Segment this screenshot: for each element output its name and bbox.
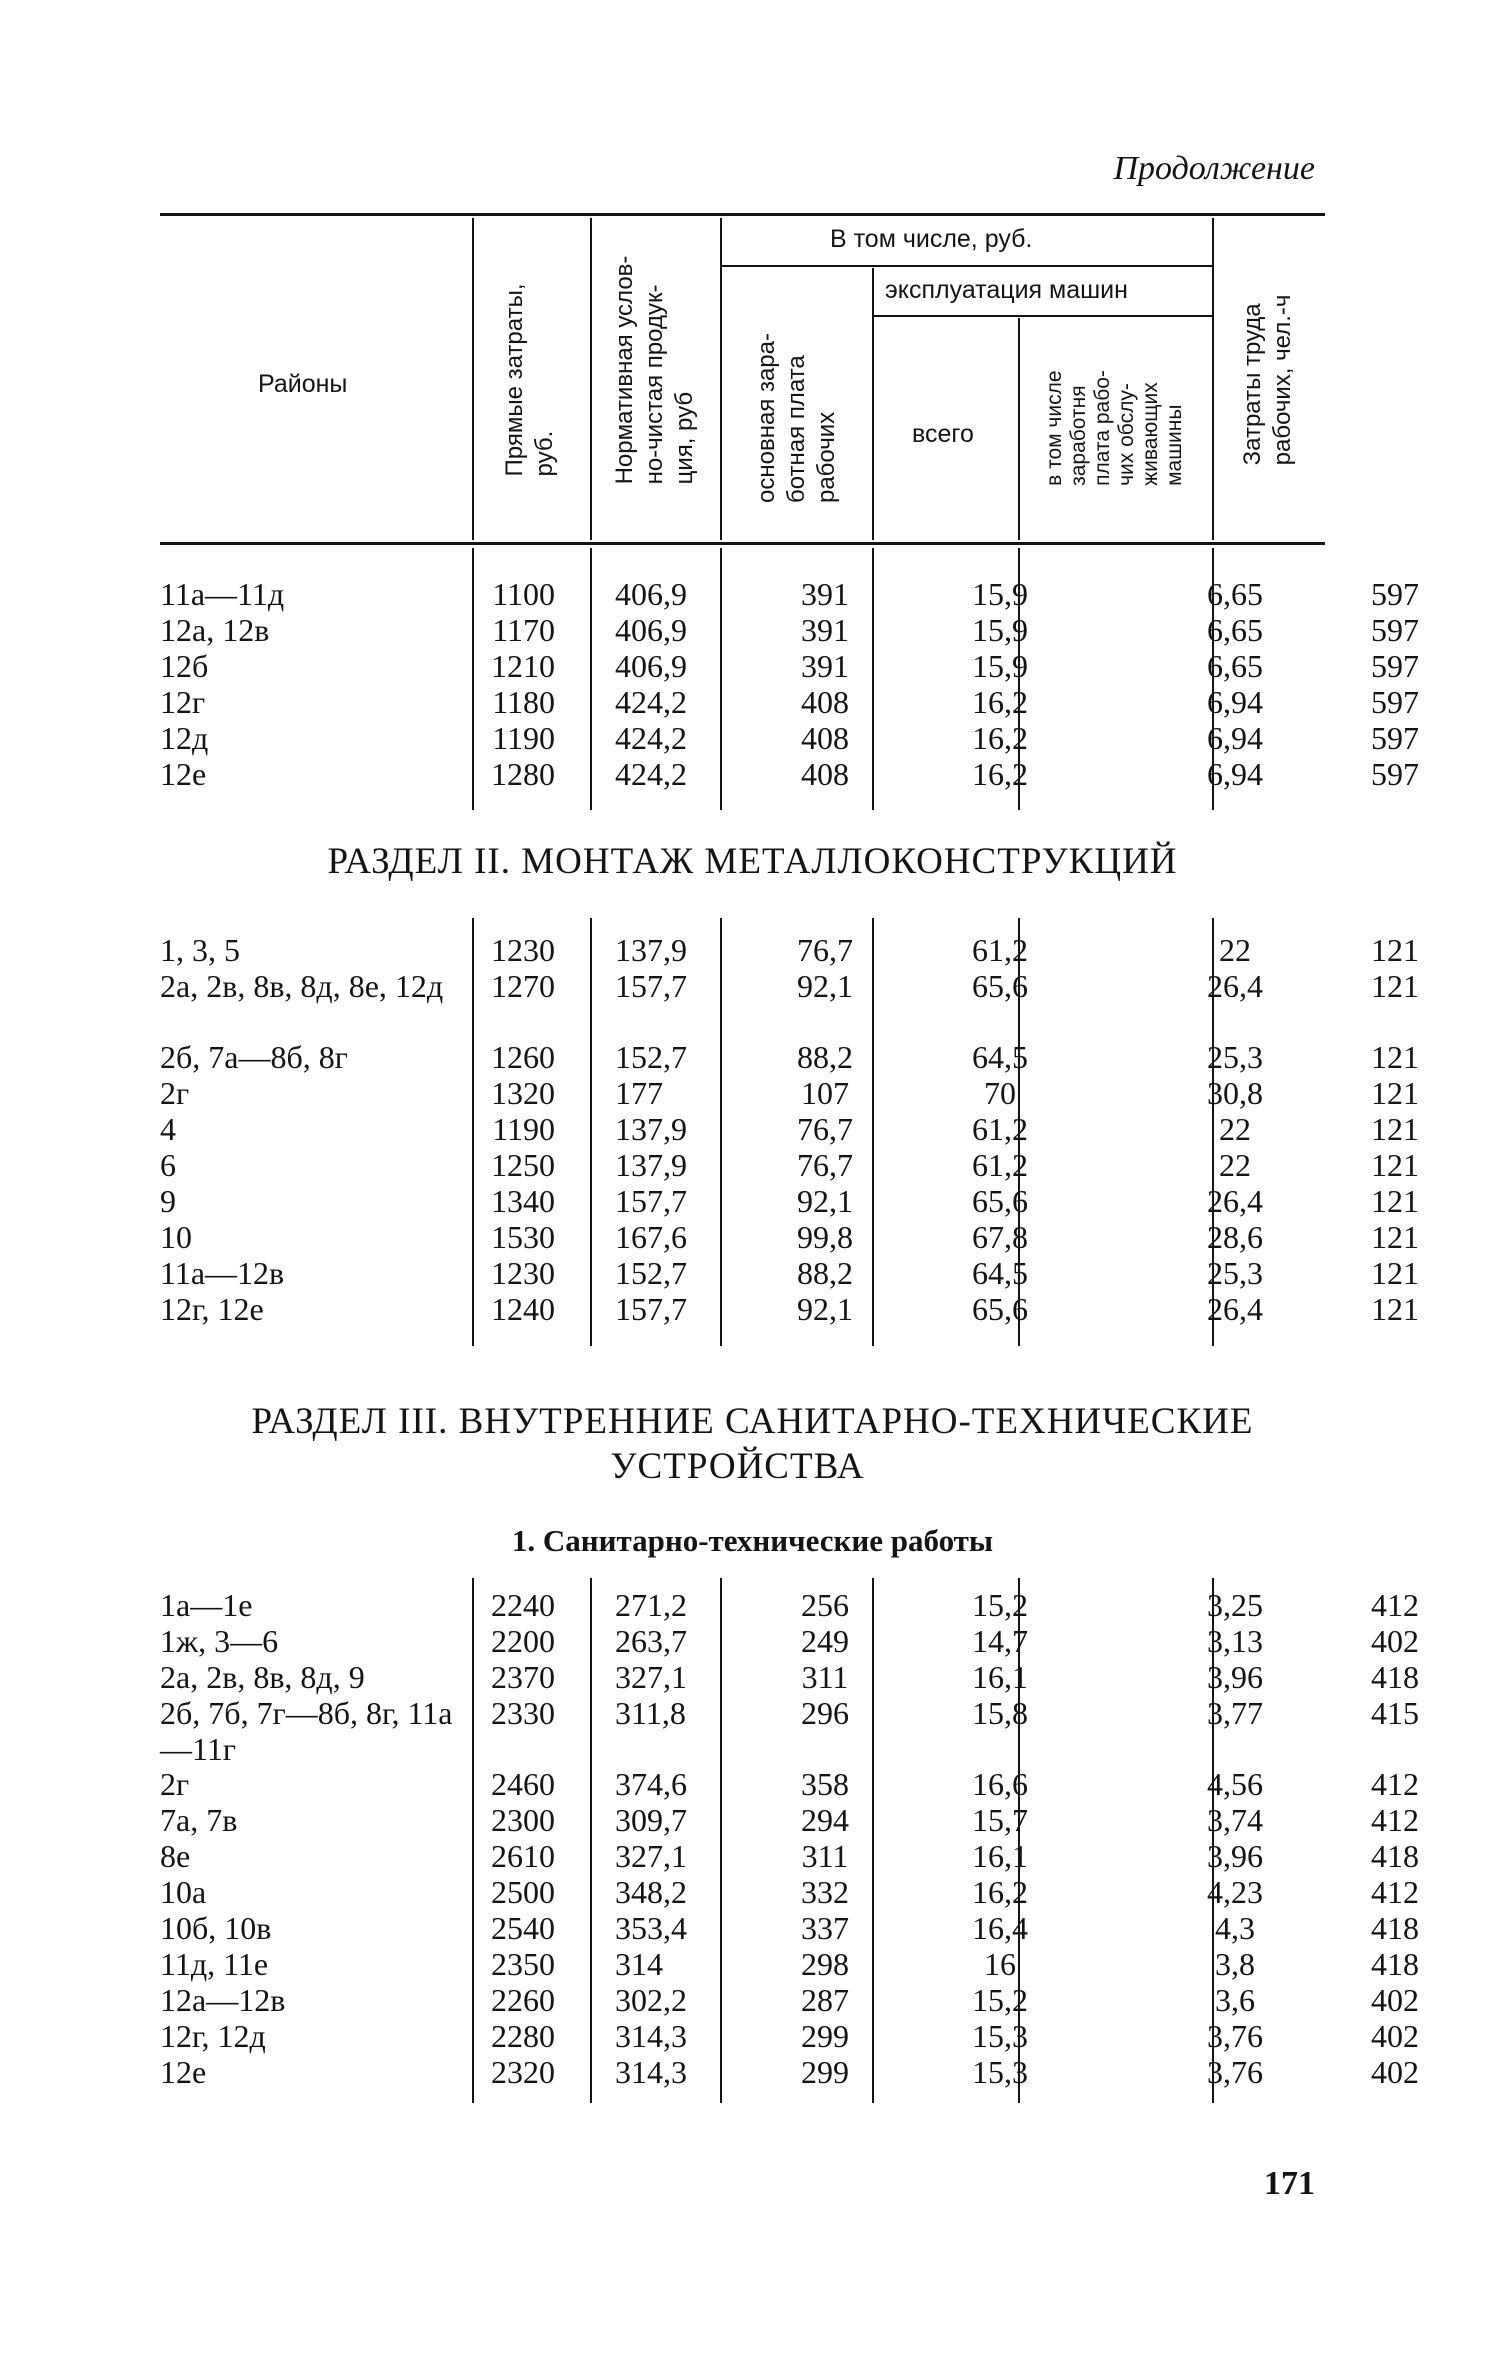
table-row [160, 932, 1419, 968]
header-norm-product: Нормативная услов- но-чистая продук- ция, руб [611, 255, 698, 485]
norm-product-cell: 309,7 [615, 1802, 687, 1838]
machine-wage-cell: 3,74 [1207, 1802, 1263, 1838]
table-row [160, 968, 1419, 1039]
header-base-wage: основная зара- ботная плата рабочих [753, 332, 840, 504]
machine-total-cell: 67,8 [972, 1219, 1028, 1255]
machine-total-cell: 65,6 [972, 1183, 1028, 1219]
region-cell: 11а—12в [160, 1255, 285, 1291]
machine-total-cell: 16,2 [972, 684, 1028, 720]
region-cell: 8е [160, 1838, 191, 1874]
norm-product-cell: 424,2 [615, 684, 687, 720]
machine-wage-cell: 4,3 [1215, 1910, 1255, 1946]
region-cell: 12г, 12д [160, 2018, 266, 2054]
direct-costs-cell: 1190 [492, 720, 555, 756]
base-wage-cell: 332 [801, 1874, 849, 1910]
region-cell: 11а—11д [160, 576, 285, 612]
base-wage-cell: 92,1 [797, 1183, 853, 1219]
machine-wage-cell: 26,4 [1207, 968, 1263, 1004]
direct-costs-cell: 2300 [491, 1802, 555, 1838]
norm-product-cell: 302,2 [615, 1982, 687, 2018]
norm-product-cell: 177 [615, 1075, 663, 1111]
norm-product-cell: 406,9 [615, 612, 687, 648]
norm-product-cell: 157,7 [615, 968, 687, 1004]
machine-total-cell: 16,2 [972, 720, 1028, 756]
table-row [160, 1874, 1419, 1910]
table-row [160, 1910, 1419, 1946]
table-row [160, 1039, 1419, 1075]
region-cell: 11д, 11е [160, 1946, 269, 1982]
base-wage-cell: 299 [801, 2054, 849, 2090]
labor-cell: 597 [1371, 648, 1419, 684]
header-incl: В том числе, руб. [830, 225, 1033, 253]
direct-costs-cell: 2280 [491, 2018, 555, 2054]
table-row [160, 576, 1419, 612]
base-wage-cell: 88,2 [797, 1255, 853, 1291]
header-direct-costs: Прямые затраты, руб. [501, 283, 558, 477]
table-row [160, 1147, 1419, 1183]
labor-cell: 418 [1371, 1910, 1419, 1946]
table-row [160, 2018, 1419, 2054]
machine-total-cell: 65,6 [972, 1291, 1028, 1327]
labor-cell: 597 [1371, 684, 1419, 720]
base-wage-cell: 408 [801, 720, 849, 756]
header-divider [590, 218, 592, 540]
region-cell: 12а, 12в [160, 612, 270, 648]
machine-wage-cell: 3,13 [1207, 1623, 1263, 1659]
direct-costs-cell: 1250 [491, 1147, 555, 1183]
base-wage-cell: 92,1 [797, 968, 853, 1004]
labor-cell: 121 [1371, 1255, 1419, 1291]
continuation-label: Продолжение [1113, 150, 1315, 187]
base-wage-cell: 408 [801, 756, 849, 792]
norm-product-cell: 263,7 [615, 1623, 687, 1659]
base-wage-cell: 76,7 [797, 1147, 853, 1183]
header-regions: Районы [258, 370, 348, 398]
header-subrule [720, 265, 1212, 267]
region-cell: 12д [160, 720, 209, 756]
table-row [160, 1659, 1419, 1695]
labor-cell: 121 [1371, 968, 1419, 1004]
machine-wage-cell: 4,23 [1207, 1874, 1263, 1910]
direct-costs-cell: 1280 [491, 756, 555, 792]
header-subrule [872, 315, 1212, 317]
norm-product-cell: 314,3 [615, 2018, 687, 2054]
base-wage-cell: 294 [801, 1802, 849, 1838]
table-row [160, 1291, 1419, 1327]
region-cell: 12е [160, 2054, 207, 2090]
labor-cell: 597 [1371, 612, 1419, 648]
norm-product-cell: 137,9 [615, 932, 687, 968]
machine-wage-cell: 6,65 [1207, 612, 1263, 648]
norm-product-cell: 327,1 [615, 1838, 687, 1874]
direct-costs-cell: 2320 [491, 2054, 555, 2090]
norm-product-cell: 137,9 [615, 1111, 687, 1147]
machine-total-cell: 70 [984, 1075, 1016, 1111]
direct-costs-cell: 2370 [491, 1659, 555, 1695]
machine-wage-cell: 3,76 [1207, 2018, 1263, 2054]
machine-total-cell: 15,2 [972, 1982, 1028, 2018]
base-wage-cell: 391 [801, 576, 849, 612]
machine-total-cell: 65,6 [972, 968, 1028, 1004]
base-wage-cell: 99,8 [797, 1219, 853, 1255]
region-cell: 6 [160, 1147, 176, 1183]
labor-cell: 415 [1371, 1695, 1419, 1731]
table-row [160, 756, 1419, 792]
machine-total-cell: 64,5 [972, 1039, 1028, 1075]
labor-cell: 418 [1371, 1838, 1419, 1874]
labor-cell: 121 [1371, 932, 1419, 968]
machine-total-cell: 15,3 [972, 2018, 1028, 2054]
region-cell: 12г [160, 684, 206, 720]
page-number: 171 [1264, 2165, 1315, 2202]
section-3-title-cont: УСТРОЙСТВА [610, 1446, 865, 1487]
table-section-2 [160, 932, 1419, 1327]
norm-product-cell: 374,6 [615, 1766, 687, 1802]
machine-wage-cell: 6,94 [1207, 684, 1263, 720]
direct-costs-cell: 2350 [491, 1946, 555, 1982]
labor-cell: 418 [1371, 1659, 1419, 1695]
base-wage-cell: 391 [801, 648, 849, 684]
direct-costs-cell: 1530 [491, 1219, 555, 1255]
region-cell: 2б, 7а—8б, 8г [160, 1039, 348, 1075]
direct-costs-cell: 1270 [491, 968, 555, 1004]
machine-total-cell: 64,5 [972, 1255, 1028, 1291]
machine-total-cell: 15,9 [972, 648, 1028, 684]
labor-cell: 412 [1371, 1766, 1419, 1802]
norm-product-cell: 271,2 [615, 1587, 687, 1623]
machine-wage-cell: 3,77 [1207, 1695, 1263, 1731]
machine-wage-cell: 3,25 [1207, 1587, 1263, 1623]
base-wage-cell: 107 [801, 1075, 849, 1111]
labor-cell: 402 [1371, 1623, 1419, 1659]
base-wage-cell: 296 [801, 1695, 849, 1731]
header-top-rule [160, 213, 1325, 216]
norm-product-cell: 314 [615, 1946, 663, 1982]
header-incl-wage: в том числе заработня плата рабо- чих обслу- живающих машины [1043, 370, 1186, 486]
header-divider [1018, 318, 1020, 540]
machine-total-cell: 16 [984, 1946, 1016, 1982]
machine-wage-cell: 3,8 [1215, 1946, 1255, 1982]
labor-cell: 597 [1371, 576, 1419, 612]
direct-costs-cell: 2260 [491, 1982, 555, 2018]
machine-wage-cell: 25,3 [1207, 1255, 1263, 1291]
labor-cell: 121 [1371, 1219, 1419, 1255]
machine-total-cell: 15,9 [972, 612, 1028, 648]
table-row [160, 684, 1419, 720]
machine-total-cell: 15,7 [972, 1802, 1028, 1838]
header-divider [872, 268, 874, 540]
base-wage-cell: 311 [801, 1838, 849, 1874]
table-row [160, 1802, 1419, 1838]
section-2-title: РАЗДЕЛ II. МОНТАЖ МЕТАЛЛОКОНСТРУКЦИЙ [327, 841, 1178, 882]
header-machine-op: эксплуатация машин [885, 276, 1128, 304]
labor-cell: 402 [1371, 1982, 1419, 2018]
region-cell: 12г, 12е [160, 1291, 264, 1327]
machine-total-cell: 15,9 [972, 576, 1028, 612]
machine-wage-cell: 3,96 [1207, 1838, 1263, 1874]
machine-wage-cell: 22 [1219, 1147, 1251, 1183]
machine-wage-cell: 4,56 [1207, 1766, 1263, 1802]
table-row [160, 1075, 1419, 1111]
direct-costs-cell: 1340 [491, 1183, 555, 1219]
labor-cell: 121 [1371, 1075, 1419, 1111]
header-divider [1212, 218, 1214, 540]
direct-costs-cell: 1190 [492, 1111, 555, 1147]
table-row [160, 1587, 1419, 1623]
norm-product-cell: 157,7 [615, 1291, 687, 1327]
norm-product-cell: 406,9 [615, 648, 687, 684]
norm-product-cell: 314,3 [615, 2054, 687, 2090]
table-row [160, 1111, 1419, 1147]
labor-cell: 402 [1371, 2018, 1419, 2054]
norm-product-cell: 406,9 [615, 576, 687, 612]
machine-wage-cell: 6,94 [1207, 756, 1263, 792]
machine-wage-cell: 6,65 [1207, 648, 1263, 684]
machine-total-cell: 16,2 [972, 756, 1028, 792]
table-row [160, 1982, 1419, 2018]
norm-product-cell: 152,7 [615, 1255, 687, 1291]
region-cell: 12б [160, 648, 209, 684]
norm-product-cell: 152,7 [615, 1039, 687, 1075]
base-wage-cell: 249 [801, 1623, 849, 1659]
machine-total-cell: 15,3 [972, 2054, 1028, 2090]
table-row [160, 1219, 1419, 1255]
direct-costs-cell: 2460 [491, 1766, 555, 1802]
table-row [160, 1255, 1419, 1291]
labor-cell: 121 [1371, 1111, 1419, 1147]
machine-wage-cell: 6,94 [1207, 720, 1263, 756]
machine-total-cell: 16,1 [972, 1659, 1028, 1695]
base-wage-cell: 337 [801, 1910, 849, 1946]
base-wage-cell: 76,7 [797, 932, 853, 968]
machine-total-cell: 16,2 [972, 1874, 1028, 1910]
base-wage-cell: 256 [801, 1587, 849, 1623]
labor-cell: 121 [1371, 1183, 1419, 1219]
table-row [160, 612, 1419, 648]
direct-costs-cell: 1170 [492, 612, 555, 648]
table-row [160, 1838, 1419, 1874]
region-cell: 2а, 2в, 8в, 8д, 8е, 12д [160, 968, 444, 1004]
table-row [160, 1695, 1419, 1767]
table-row [160, 2054, 1419, 2090]
machine-wage-cell: 28,6 [1207, 1219, 1263, 1255]
direct-costs-cell: 2500 [491, 1874, 555, 1910]
region-cell: 12а—12в [160, 1982, 286, 2018]
machine-wage-cell: 3,96 [1207, 1659, 1263, 1695]
table-row [160, 720, 1419, 756]
norm-product-cell: 424,2 [615, 756, 687, 792]
base-wage-cell: 311 [801, 1659, 849, 1695]
labor-cell: 121 [1371, 1039, 1419, 1075]
region-cell: 10б, 10в [160, 1910, 272, 1946]
base-wage-cell: 358 [801, 1766, 849, 1802]
labor-cell: 597 [1371, 756, 1419, 792]
header-bottom-rule [160, 542, 1325, 545]
machine-total-cell: 61,2 [972, 1147, 1028, 1183]
direct-costs-cell: 2200 [491, 1623, 555, 1659]
header-total: всего [912, 420, 974, 448]
labor-cell: 402 [1371, 2054, 1419, 2090]
machine-total-cell: 61,2 [972, 932, 1028, 968]
direct-costs-cell: 2240 [491, 1587, 555, 1623]
base-wage-cell: 92,1 [797, 1291, 853, 1327]
table-row [160, 648, 1419, 684]
base-wage-cell: 287 [801, 1982, 849, 2018]
machine-wage-cell: 3,6 [1215, 1982, 1255, 2018]
region-cell: 1а—1е [160, 1587, 253, 1623]
region-cell: 4 [160, 1111, 176, 1147]
norm-product-cell: 311,8 [615, 1695, 686, 1731]
machine-wage-cell: 22 [1219, 1111, 1251, 1147]
machine-wage-cell: 30,8 [1207, 1075, 1263, 1111]
machine-total-cell: 14,7 [972, 1623, 1028, 1659]
norm-product-cell: 167,6 [615, 1219, 687, 1255]
region-cell: 2г [160, 1075, 190, 1111]
machine-total-cell: 16,1 [972, 1838, 1028, 1874]
region-cell: 1ж, 3—6 [160, 1623, 279, 1659]
section-3-title: РАЗДЕЛ III. ВНУТРЕННИЕ САНИТАРНО-ТЕХНИЧЕСКИЕ [251, 1401, 1254, 1442]
machine-wage-cell: 22 [1219, 932, 1251, 968]
machine-wage-cell: 6,65 [1207, 576, 1263, 612]
labor-cell: 418 [1371, 1946, 1419, 1982]
region-cell: 2а, 2в, 8в, 8д, 9 [160, 1659, 365, 1695]
base-wage-cell: 76,7 [797, 1111, 853, 1147]
machine-wage-cell: 25,3 [1207, 1039, 1263, 1075]
direct-costs-cell: 1100 [492, 576, 555, 612]
base-wage-cell: 299 [801, 2018, 849, 2054]
direct-costs-cell: 1230 [491, 1255, 555, 1291]
direct-costs-cell: 1260 [491, 1039, 555, 1075]
direct-costs-cell: 2330 [491, 1695, 555, 1731]
norm-product-cell: 157,7 [615, 1183, 687, 1219]
table-row [160, 1183, 1419, 1219]
table-row [160, 1766, 1419, 1802]
table-row [160, 1623, 1419, 1659]
base-wage-cell: 88,2 [797, 1039, 853, 1075]
norm-product-cell: 424,2 [615, 720, 687, 756]
subsection-title: 1. Санитарно-технические работы [511, 1523, 994, 1558]
direct-costs-cell: 1320 [491, 1075, 555, 1111]
machine-total-cell: 15,2 [972, 1587, 1028, 1623]
table-section-1 [160, 576, 1419, 792]
base-wage-cell: 391 [801, 612, 849, 648]
machine-total-cell: 16,4 [972, 1910, 1028, 1946]
table-section-3 [160, 1587, 1419, 2090]
machine-wage-cell: 3,76 [1207, 2054, 1263, 2090]
norm-product-cell: 327,1 [615, 1659, 687, 1695]
labor-cell: 121 [1371, 1147, 1419, 1183]
direct-costs-cell: 1210 [491, 648, 555, 684]
direct-costs-cell: 1180 [492, 684, 555, 720]
region-cell: 10 [160, 1219, 192, 1255]
region-cell: 1, 3, 5 [160, 932, 240, 968]
direct-costs-cell: 1240 [491, 1291, 555, 1327]
norm-product-cell: 348,2 [615, 1874, 687, 1910]
region-cell: 2б, 7б, 7г—8б, 8г, 11а—11г [160, 1695, 453, 1767]
region-cell: 10а [160, 1874, 207, 1910]
machine-total-cell: 15,8 [972, 1695, 1028, 1731]
direct-costs-cell: 1230 [491, 932, 555, 968]
machine-total-cell: 61,2 [972, 1111, 1028, 1147]
labor-cell: 412 [1371, 1587, 1419, 1623]
base-wage-cell: 298 [801, 1946, 849, 1982]
header-divider [472, 218, 474, 540]
labor-cell: 412 [1371, 1802, 1419, 1838]
direct-costs-cell: 2540 [491, 1910, 555, 1946]
labor-cell: 121 [1371, 1291, 1419, 1327]
base-wage-cell: 408 [801, 684, 849, 720]
machine-total-cell: 16,6 [972, 1766, 1028, 1802]
direct-costs-cell: 2610 [491, 1838, 555, 1874]
table-row [160, 1946, 1419, 1982]
region-cell: 12е [160, 756, 207, 792]
labor-cell: 412 [1371, 1874, 1419, 1910]
region-cell: 9 [160, 1183, 176, 1219]
labor-cell: 597 [1371, 720, 1419, 756]
norm-product-cell: 137,9 [615, 1147, 687, 1183]
machine-wage-cell: 26,4 [1207, 1291, 1263, 1327]
machine-wage-cell: 26,4 [1207, 1183, 1263, 1219]
region-cell: 2г [160, 1766, 190, 1802]
header-labor: Затраты труда рабочих, чел.-ч [1239, 294, 1296, 466]
region-cell: 7а, 7в [160, 1802, 238, 1838]
norm-product-cell: 353,4 [615, 1910, 687, 1946]
